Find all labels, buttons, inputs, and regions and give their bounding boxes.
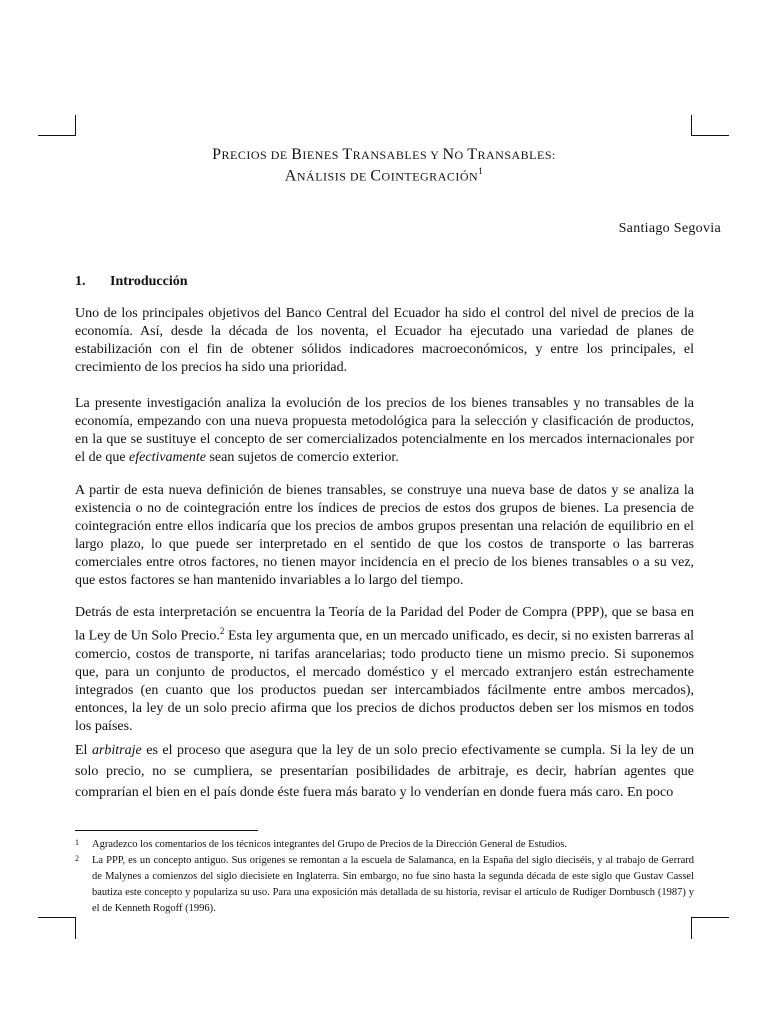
section-title: Introducción: [110, 274, 188, 289]
crop-mark-bottom-right-v: [691, 917, 692, 939]
section-heading: [75, 274, 188, 290]
crop-mark-bottom-left-h: [38, 917, 75, 918]
paragraph-3: A partir de esta nueva definición de bienes transables, se construye una nueva base de datos y se analiza la existencia o no de cointegración entre los índices de precios de estos dos grupos de bienes. La presencia de cointegración entre ellos indicaría que los precios de ambos grupos presentan una relación de equilibrio en el largo plazo, lo que puede ser interpretado en el sentido de que los costos de transporte o las barreras comerciales entre otros factores, no tienen mayor incidencia en el precio de los bienes transables o a su vez, que estos factores se han mantenido invariables a lo largo del tiempo.: [75, 483, 694, 588]
crop-mark-top-left-v: [75, 115, 76, 136]
footnote-ref-2[interactable]: 2: [219, 626, 225, 636]
section-number: 1.: [75, 274, 86, 289]
paper-title-line-1: PRECIOS DE BIENES TRANSABLES Y NO TRANSABLES:: [212, 146, 556, 163]
footnote-2: [75, 853, 694, 917]
footnote-text: La PPP, es un concepto antiguo. Sus orígenes se remontan a la escuela de Salamanca, en la España del siglo dieciséis, y al trabajo de Gerrard de Malynes a comienzos del siglo diecisiete en Inglaterra. Sin embargo, no fue sino hasta la segunda década de este siglo que Gustav Cassel bautiza este concepto y populariza su uso. Para una exposición más detallada de su historia, revisar el artículo de Rudiger Dornbusch (1987) y el de Kenneth Rogoff (1996).: [92, 855, 694, 914]
crop-mark-bottom-right-h: [691, 917, 729, 918]
paper-title-line-2: ANÁLISIS DE COINTEGRACIÓN$^1$: [284, 166, 484, 185]
crop-mark-top-right-h: [691, 135, 729, 136]
footnote-number: 1: [75, 838, 79, 847]
paragraph-1: Uno de los principales objetivos del Banco Central del Ecuador ha sido el control del nivel de precios de la economía. Así, desde la década de los noventa, el Ecuador ha ejecutado una variedad de planes de estabilización con el fin de obtener sólidos indicadores macroeconómicos, y entre los principales, el crecimiento de los precios ha sido una prioridad.: [75, 306, 694, 375]
crop-mark-top-left-h: [38, 135, 75, 136]
paragraph-4: Detrás de esta interpretación se encuentra la Teoría de la Paridad del Poder de Compra (PPP), que se basa en la Ley de Un Solo Precio.$^2$ Esta ley argumenta que, en un mercado unificado, es decir, si no existen barreras al comercio, costos de transporte, ni tarifas arancelarias; todo producto tiene un mismo precio. Si suponemos que, para un conjunto de productos, el mercado doméstico y el mercado extranjero están estrechamente integrados (en cuanto que los productos puedan ser intercambiados fácilmente entre ambos mercados), entonces, la ley de un solo precio afirma que los precios de dichos productos deben ser los mismos en todos los países.: [75, 605, 694, 734]
footnote-text: Agradezco los comentarios de los técnicos integrantes del Grupo de Precios de la Dirección General de Estudios.: [92, 839, 567, 850]
emphasis-efectivamente: efectivamente: [129, 450, 206, 465]
crop-mark-bottom-left-v: [75, 917, 76, 939]
footnote-number: 2: [75, 854, 79, 863]
paragraph-2: La presente investigación analiza la evolución de los precios de los bienes transables y no transables de la economía, empezando con una nueva propuesta metodológica para la selección y clasificación de productos, en la que se sustituye el concepto de ser comercializados potencialmente en los mercados internacionales por el de que efectivamente sean sujetos de comercio exterior.: [75, 396, 694, 465]
paragraph-5: El arbitraje es el proceso que asegura que la ley de un solo precio efectivamente se cumpla. Si la ley de un solo precio, no se cumpliera, se presentarían posibilidades de arbitraje, es decir, habrían agentes que comprarían el bien en el país donde éste fuera más barato y lo venderían en donde fuera más caro. En poco: [75, 743, 694, 800]
emphasis-arbitraje: arbitraje: [91, 743, 142, 758]
footnote-1: [75, 837, 694, 853]
author-name: Santiago Segovia: [618, 221, 721, 236]
title-footnote-mark[interactable]: 1: [478, 166, 484, 176]
footnote-separator: [75, 830, 258, 831]
crop-mark-top-right-v: [691, 115, 692, 136]
